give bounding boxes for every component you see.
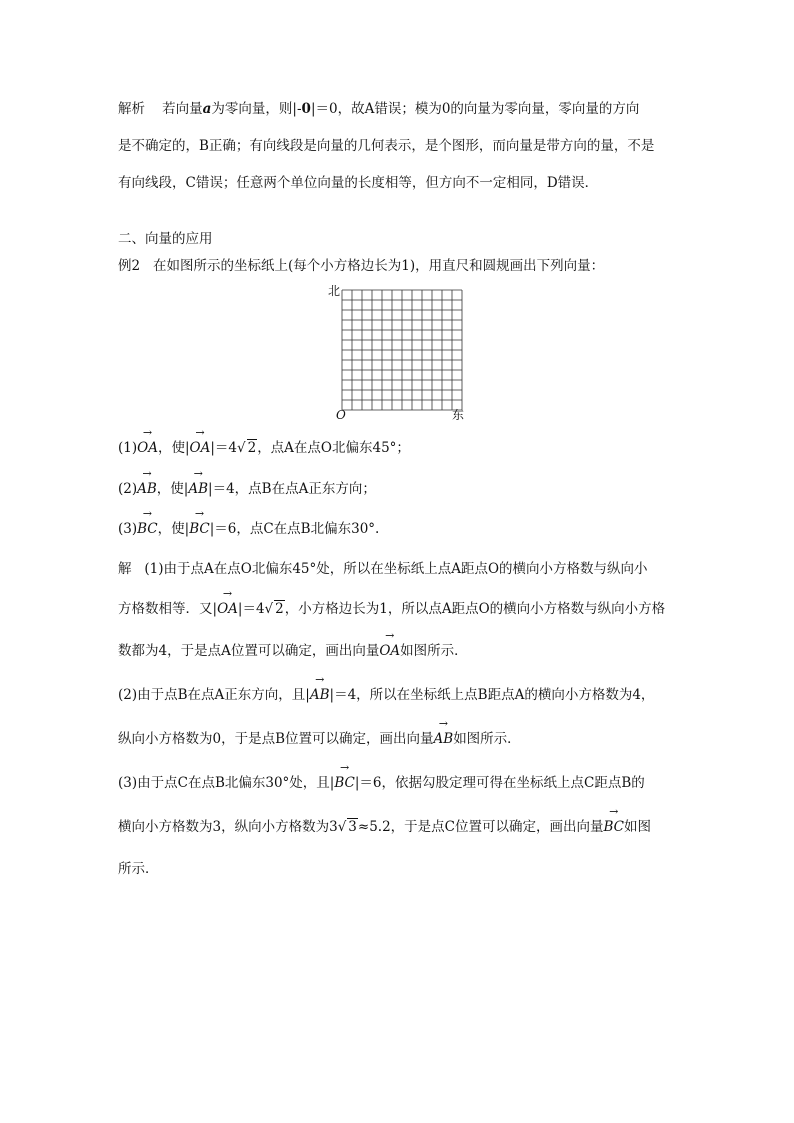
solution-text: 数都为4，于是点A位置可以确定，画出向量	[118, 643, 380, 659]
solution-text: ，小方格边长为1，所以点A距点O的横向小方格数与纵向小方格	[284, 601, 666, 617]
solution-text: (3)由于点C在点B北偏东30°处，且|	[118, 775, 335, 791]
vector-bc: → BC	[137, 519, 158, 539]
item-number: (3)	[118, 521, 138, 537]
sqrt-radicand: 2	[275, 601, 284, 617]
solution-line-1	[118, 559, 648, 579]
solution-text: 横向小方格数为3，纵向小方格数为3	[118, 819, 338, 835]
analysis-line-1	[118, 99, 639, 119]
item-3	[118, 519, 379, 539]
origin-label: O	[336, 408, 346, 422]
item-text: |＝6，点C在点B北偏东30°.	[209, 521, 380, 537]
vector-ab: → AB	[137, 479, 157, 499]
vector-bc: → BC	[189, 519, 210, 539]
example-prompt	[118, 256, 604, 276]
sqrt-sign: √	[337, 819, 347, 835]
solution-text: |＝6，依据勾股定理可得在坐标纸上点C距点B的	[354, 775, 645, 791]
solution-line-5	[118, 729, 521, 749]
vector-oa: → OA	[137, 438, 158, 458]
solution-text: ≈5.2，于是点C位置可以确定，画出向量	[357, 819, 604, 835]
solution-text: |＝4，所以在坐标纸上点B距点A的横向小方格数为4，	[329, 687, 655, 703]
sqrt-sign: √	[264, 601, 274, 617]
example-label: 例2	[118, 258, 141, 274]
solution-line-4	[118, 685, 654, 705]
grid-lines	[342, 290, 462, 410]
solution-text: (1)由于点A在点O北偏东45°处，所以在坐标纸上点A距点O的横向小方格数与纵向小	[144, 561, 648, 577]
solution-text: 方格数相等．又|	[118, 601, 218, 617]
vector-bc: → BC	[604, 817, 625, 837]
analysis-text: |＝0，故A错误；模为0的向量为零向量，零向量的方向	[310, 101, 640, 117]
solution-text: (2)由于点B在点A正东方向，且|	[118, 687, 310, 703]
solution-text: 纵向小方格数为0，于是点B位置可以确定，画出向量	[118, 731, 434, 747]
solution-line-6	[118, 773, 645, 793]
section-title: 二、向量的应用	[118, 231, 213, 247]
analysis-text: 为零向量，则|	[211, 101, 297, 117]
item-text: |＝4，点B在点A正东方向；	[208, 481, 376, 497]
vector-ab: → AB	[310, 685, 330, 705]
north-label: 北	[328, 284, 341, 298]
vector-ab: → AB	[188, 479, 208, 499]
item-text: ，使|	[156, 481, 189, 497]
analysis-line-2: 是不确定的，B正确；有向线段是向量的几何表示，是个图形，而向量是带方向的量，不是	[118, 138, 655, 154]
vector-oa: → OA	[379, 641, 400, 661]
vector-bc: → BC	[334, 773, 355, 793]
analysis-text: 若向量	[162, 101, 203, 117]
item-text: ，使|	[157, 521, 190, 537]
vector-oa: → OA	[217, 599, 238, 619]
solution-line-7	[118, 817, 651, 837]
analysis-text: -	[296, 101, 302, 117]
item-number: (1)	[118, 440, 138, 456]
example-text: 在如图所示的坐标纸上(每个小方格边长为1)，用直尺和圆规画出下列向量：	[152, 258, 605, 274]
solution-text: |＝4	[237, 601, 265, 617]
vector-oa: → OA	[190, 438, 211, 458]
analysis-line-3: 有向线段，C错误；任意两个单位向量的长度相等，但方向不一定相同，D错误．	[118, 175, 599, 191]
solution-text: 如图	[624, 819, 652, 835]
vector-ab: → AB	[434, 729, 454, 749]
analysis-label: 解析	[118, 101, 145, 117]
solution-text: 如图所示．	[453, 731, 521, 747]
item-text: ，点A在点O北偏东45°；	[257, 440, 410, 456]
item-1	[118, 438, 410, 458]
sqrt-radicand: 3	[348, 819, 357, 835]
solution-line-8: 所示．	[118, 861, 159, 877]
east-label: 东	[452, 408, 465, 422]
solution-text: 如图所示．	[400, 643, 468, 659]
item-text: |＝4	[210, 440, 237, 456]
solution-line-3	[118, 641, 468, 661]
grid-svg	[328, 284, 468, 422]
sqrt-sign: √	[236, 440, 246, 456]
zero-vector-symbol: 0	[301, 101, 311, 117]
item-number: (2)	[118, 481, 138, 497]
item-text: ，使|	[157, 440, 190, 456]
solution-line-2	[118, 599, 665, 619]
solution-label: 解	[118, 561, 132, 577]
item-2	[118, 479, 376, 499]
sqrt-radicand: 2	[247, 440, 257, 456]
vector-a-symbol: a	[202, 101, 212, 117]
coordinate-grid-figure	[328, 284, 468, 422]
